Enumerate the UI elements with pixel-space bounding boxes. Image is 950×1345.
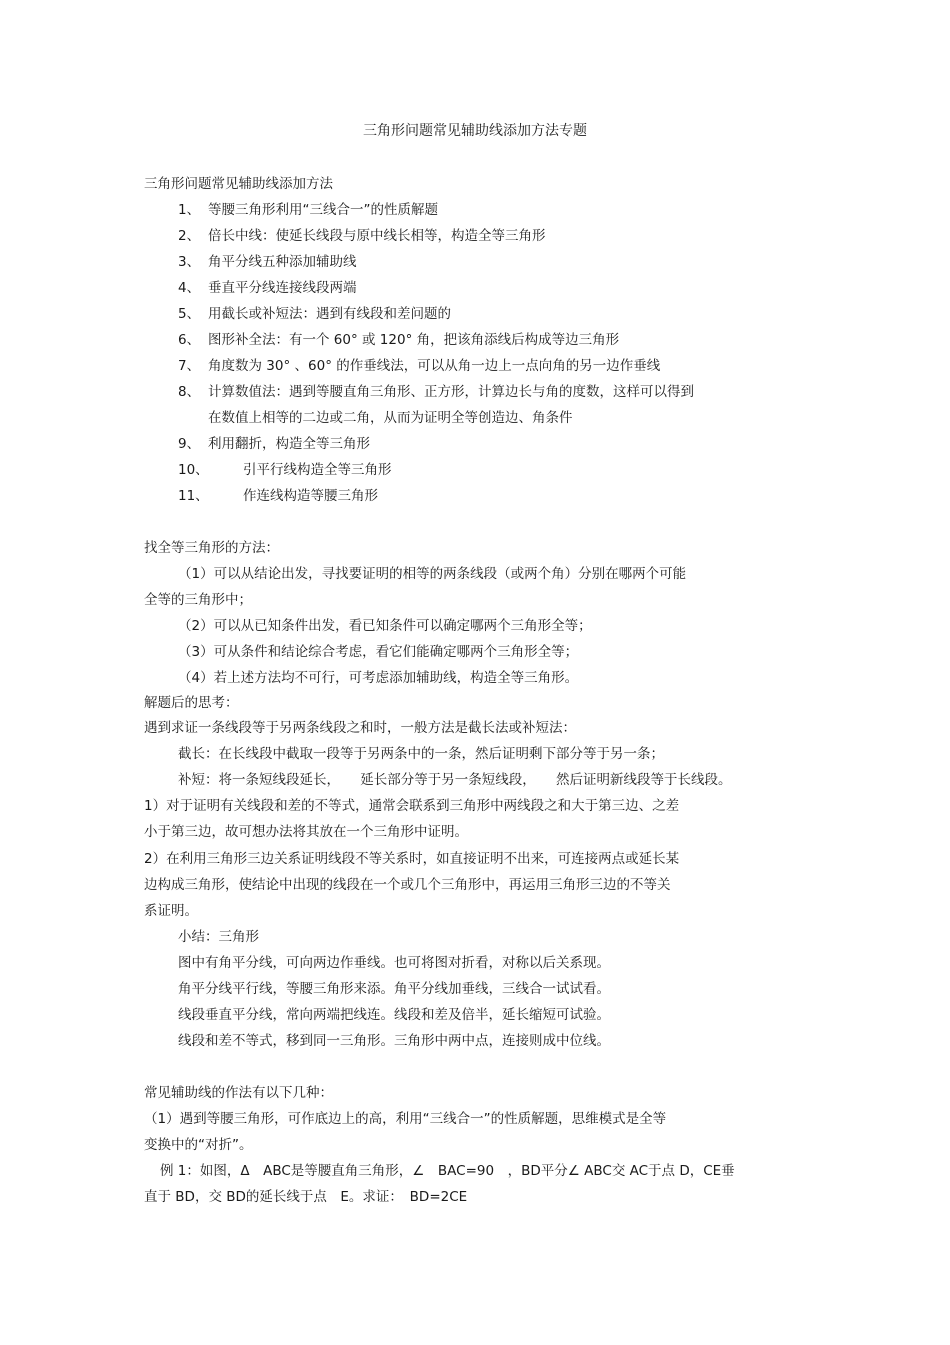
list-number: 9、 <box>178 436 201 452</box>
list-item <box>178 360 660 374</box>
paragraph: （4）若上述方法均不可行，可考虑添加辅助线，构造全等三角形。 <box>178 670 579 686</box>
page-title: 三角形问题常见辅助线添加方法专题 <box>363 123 587 139</box>
list-number: 5、 <box>178 306 201 322</box>
list-text: 计算数值法：遇到等腰直角三角形、正方形，计算边长与角的度数，这样可以得到 <box>208 384 694 400</box>
list-text: 垂直平分线连接线段两端 <box>208 280 357 296</box>
paragraph: 截长：在长线段中截取一段等于另两条中的一条，然后证明剩下部分等于另一条； <box>178 746 664 762</box>
list-number: 1、 <box>178 202 201 218</box>
summary-line: 线段和差不等式，移到同一三角形。三角形中两中点，连接则成中位线。 <box>178 1033 610 1049</box>
list-text: 引平行线构造全等三角形 <box>243 462 392 478</box>
section-heading-methods: 三角形问题常见辅助线添加方法 <box>144 176 333 192</box>
list-item <box>178 256 357 270</box>
paragraph: （3）可从条件和结论综合考虑，看它们能确定哪两个三角形全等； <box>178 644 579 660</box>
list-item <box>178 204 438 218</box>
paragraph: 变换中的“对折”。 <box>144 1137 253 1153</box>
list-text: 图形补全法：有一个 60° 或 120° 角，把该角添线后构成等边三角形 <box>208 332 620 348</box>
paragraph: （2）可以从已知条件出发，看已知条件可以确定哪两个三角形全等； <box>178 618 592 634</box>
list-item <box>178 230 546 244</box>
list-number: 6、 <box>178 332 201 348</box>
list-item <box>178 334 619 348</box>
section-heading-auxiliary: 常见辅助线的作法有以下几种： <box>144 1085 333 1101</box>
list-item <box>178 282 357 296</box>
example-text: 直于 BD，交 BD的延长线于点 E。求证： BD=2CE <box>144 1189 468 1205</box>
list-number: 3、 <box>178 254 201 270</box>
summary-line: 线段垂直平分线，常向两端把线连。线段和差及倍半，延长缩短可试验。 <box>178 1007 610 1023</box>
section-heading-reflection: 解题后的思考： <box>144 695 239 711</box>
list-text: 等腰三角形利用“三线合一”的性质解题 <box>208 202 438 218</box>
paragraph: 2）在利用三角形三边关系证明线段不等关系时，如直接证明不出来，可连接两点或延长某 <box>144 851 680 867</box>
list-text: 角度数为 30° 、60° 的作垂线法，可以从角一边上一点向角的另一边作垂线 <box>208 358 661 374</box>
list-item <box>178 386 694 400</box>
paragraph: 1）对于证明有关线段和差的不等式，通常会联系到三角形中两线段之和大于第三边、之差 <box>144 798 680 814</box>
list-number: 8、 <box>178 384 201 400</box>
list-text: 倍长中线：使延长线段与原中线长相等，构造全等三角形 <box>208 228 546 244</box>
paragraph: 边构成三角形，使结论中出现的线段在一个或几个三角形中，再运用三角形三边的不等关 <box>144 877 671 893</box>
list-item <box>178 464 392 478</box>
paragraph: 小于第三边，故可想办法将其放在一个三角形中证明。 <box>144 824 468 840</box>
list-number: 2、 <box>178 228 201 244</box>
paragraph: 遇到求证一条线段等于另两条线段之和时，一般方法是截长法或补短法： <box>144 720 576 736</box>
summary-heading: 小结：三角形 <box>178 929 259 945</box>
list-item <box>178 490 378 504</box>
list-text: 作连线构造等腰三角形 <box>243 488 378 504</box>
paragraph: 补短：将一条短线段延长， 延长部分等于另一条短线段， 然后证明新线段等于长线段。 <box>178 772 732 788</box>
summary-line: 图中有角平分线，可向两边作垂线。也可将图对折看，对称以后关系现。 <box>178 955 610 971</box>
list-item <box>178 438 370 452</box>
list-number: 7、 <box>178 358 201 374</box>
summary-line: 角平分线平行线，等腰三角形来添。角平分线加垂线，三线合一试试看。 <box>178 981 610 997</box>
list-text: 用截长或补短法：遇到有线段和差问题的 <box>208 306 451 322</box>
list-number: 11、 <box>178 488 209 504</box>
example-text: 例 1：如图，Δ ABC是等腰直角三角形，∠ BAC=90 ，BD平分∠ ABC交 AC于点 D，CE垂 <box>160 1163 735 1179</box>
list-text-continuation: 在数值上相等的二边或二角，从而为证明全等创造边、角条件 <box>208 410 573 426</box>
paragraph: 系证明。 <box>144 903 198 919</box>
paragraph: （1）遇到等腰三角形，可作底边上的高，利用“三线合一”的性质解题，思维模式是全等 <box>144 1111 667 1127</box>
paragraph: 全等的三角形中； <box>144 592 252 608</box>
list-number: 10、 <box>178 462 209 478</box>
list-text: 角平分线五种添加辅助线 <box>208 254 357 270</box>
list-item <box>178 308 451 322</box>
section-heading-congruent: 找全等三角形的方法： <box>144 540 279 556</box>
list-text: 利用翻折，构造全等三角形 <box>208 436 370 452</box>
list-number: 4、 <box>178 280 201 296</box>
paragraph: （1）可以从结论出发，寻找要证明的相等的两条线段（或两个角）分别在哪两个可能 <box>178 566 687 582</box>
